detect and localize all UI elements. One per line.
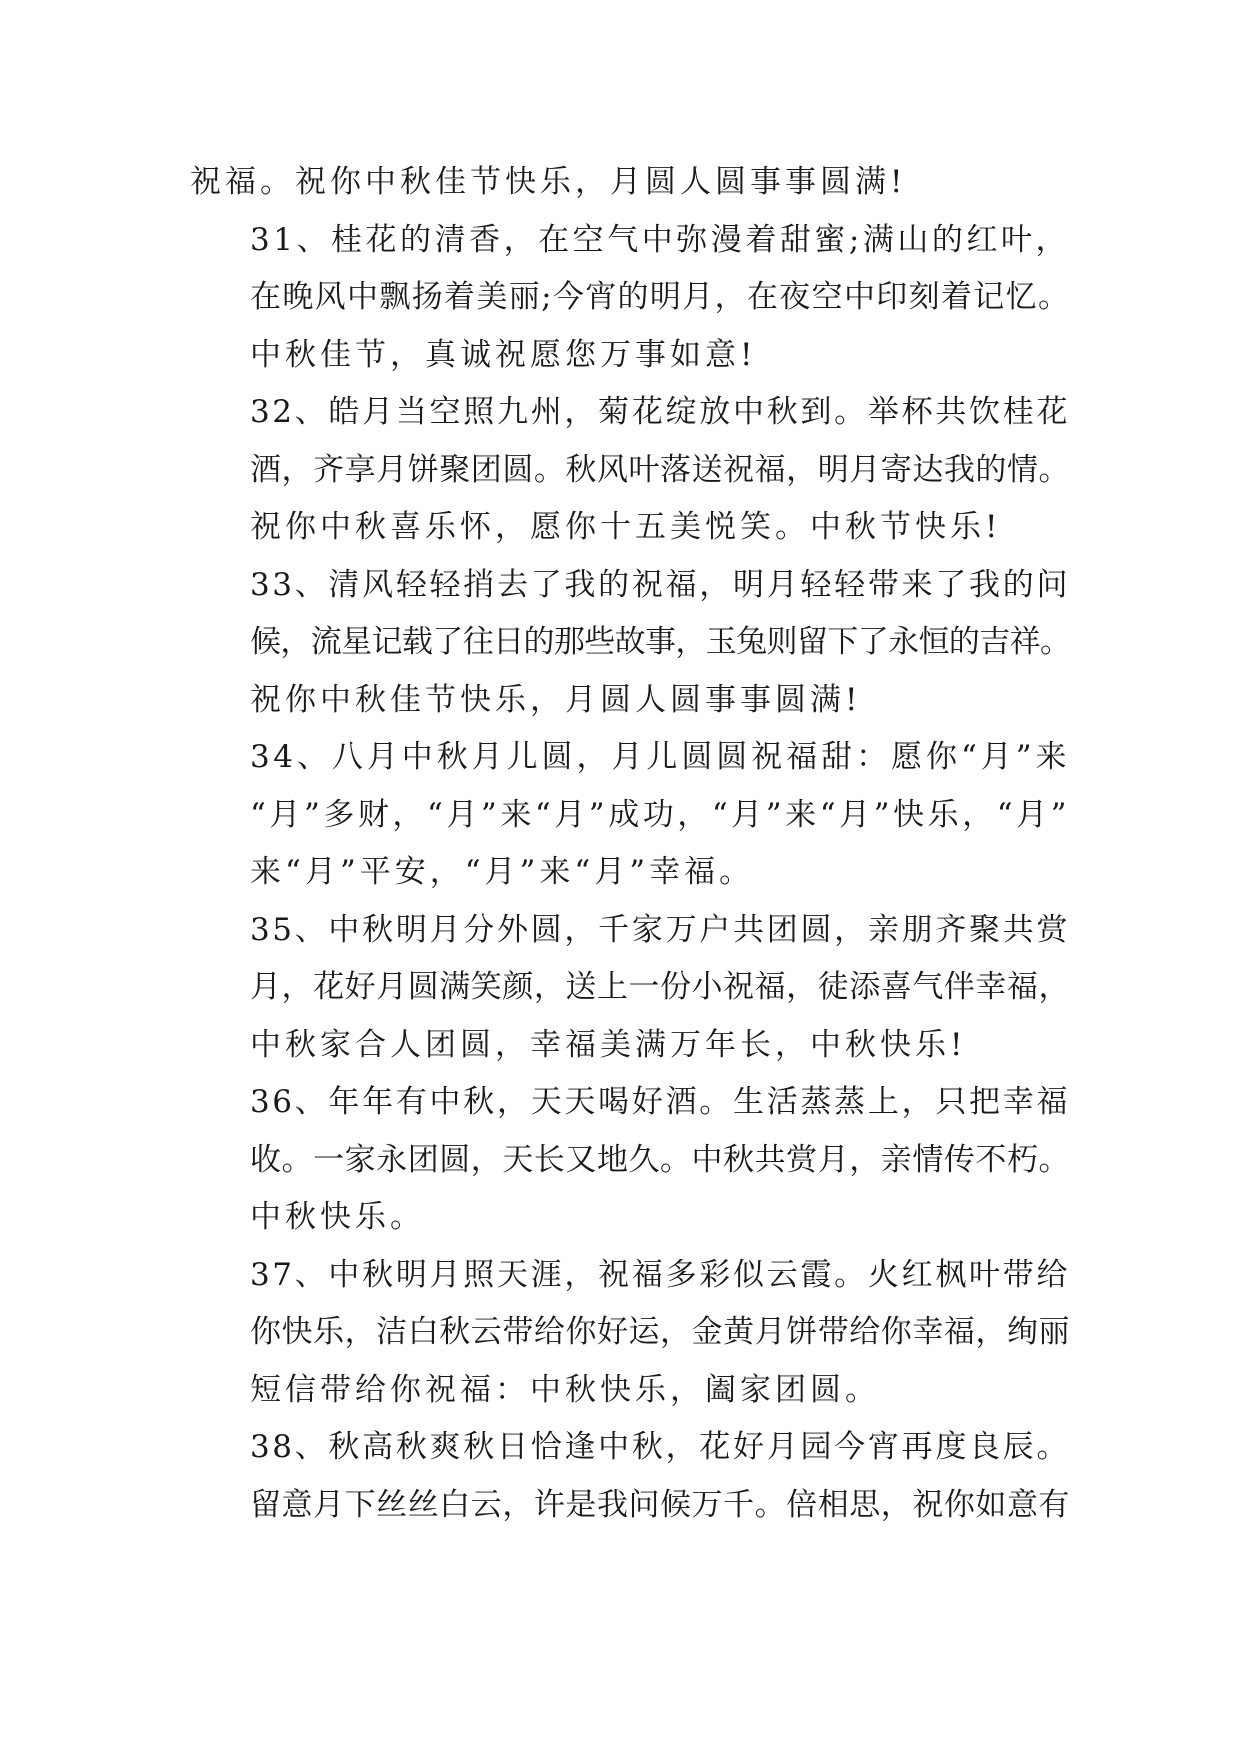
text-line: 34、八月中秋月儿圆，月儿圆圆祝福甜：愿你“月”来 <box>250 739 1070 775</box>
text-line: 短信带给你祝福：中秋快乐，阖家团圆。 <box>250 1371 880 1408</box>
text-line: 中秋家合人团圆，幸福美满万年长，中秋快乐! <box>250 1026 967 1063</box>
text-line: 38、秋高秋爽秋日恰逢中秋，花好月园今宵再度良辰。 <box>250 1429 1070 1465</box>
text-line: 祝你中秋喜乐怀，愿你十五美悦笑。中秋节快乐! <box>250 509 1002 545</box>
paragraph <box>190 1419 1070 1534</box>
text-line: 在晚风中飘扬着美丽;今宵的明月，在夜空中印刻着记忆。 <box>250 279 1070 315</box>
paragraph <box>190 729 1070 902</box>
text-line: 酒，齐享月饼聚团圆。秋风叶落送祝福，明月寄达我的情。 <box>250 451 1070 488</box>
text-line: 中秋佳节，真诚祝愿您万事如意! <box>250 336 757 373</box>
text-line: 35、中秋明月分外圆，千家万户共团圆，亲朋齐聚共赏 <box>250 911 1070 948</box>
paragraph <box>190 557 1070 730</box>
paragraph <box>190 212 1070 385</box>
text-line: 32、皓月当空照九州，菊花绽放中秋到。举杯共饮桂花 <box>250 394 1070 430</box>
paragraph <box>190 1074 1070 1247</box>
text-line: 你快乐，洁白秋云带给你好运，金黄月饼带给你幸福，绚丽 <box>250 1314 1070 1350</box>
paragraph <box>190 902 1070 1075</box>
text-line: 留意月下丝丝白云，许是我问候万千。倍相思，祝你如意有 <box>250 1486 1070 1523</box>
text-line: 中秋快乐。 <box>250 1199 425 1235</box>
text-line: 来“月”平安，“月”来“月”幸福。 <box>250 854 755 890</box>
text-line: 31、桂花的清香，在空气中弥漫着甜蜜;满山的红叶， <box>250 221 1070 258</box>
paragraph <box>190 384 1070 557</box>
text-line: 33、清风轻轻捎去了我的祝福，明月轻轻带来了我的问 <box>250 566 1070 603</box>
text-line: 候，流星记载了往日的那些故事，玉兔则留下了永恒的吉祥。 <box>250 624 1070 660</box>
paragraph <box>190 154 1070 212</box>
text-line: 祝福。祝你中秋佳节快乐，月圆人圆事事圆满! <box>190 164 907 200</box>
document-body <box>190 154 1070 1534</box>
paragraph <box>190 1247 1070 1420</box>
text-line: 36、年年有中秋，天天喝好酒。生活蒸蒸上，只把幸福 <box>250 1084 1070 1120</box>
text-line: 祝你中秋佳节快乐，月圆人圆事事圆满! <box>250 681 862 718</box>
text-line: 月，花好月圆满笑颜，送上一份小祝福，徒添喜气伴幸福， <box>250 969 1070 1005</box>
text-line: “月”多财，“月”来“月”成功，“月”来“月”快乐，“月” <box>250 796 1070 833</box>
text-line: 收。一家永团圆，天长又地久。中秋共赏月，亲情传不朽。 <box>250 1141 1070 1178</box>
text-line: 37、中秋明月照天涯，祝福多彩似云霞。火红枫叶带给 <box>250 1256 1070 1293</box>
